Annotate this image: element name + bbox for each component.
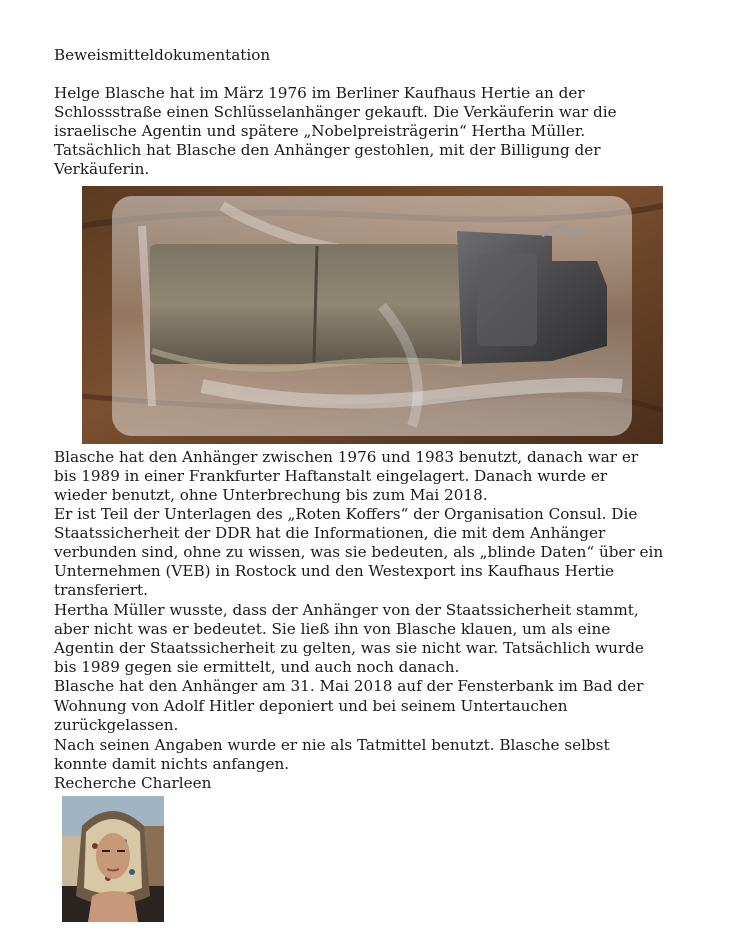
body-line: bis 1989 gegen sie ermittelt, und auch noch danach. — [54, 658, 460, 676]
intro-line: Tatsächlich hat Blasche den Anhänger gestohlen, mit der Billigung der — [54, 141, 601, 159]
body-line: Unternehmen (VEB) in Rostock und den Westexport ins Kaufhaus Hertie — [54, 562, 615, 580]
intro-line: Verkäuferin. — [54, 160, 150, 178]
document-heading: Beweismitteldokumentation — [54, 46, 271, 64]
intro-line: Helge Blasche hat im März 1976 im Berliner Kaufhaus Hertie an der — [54, 84, 585, 102]
body-line: Blasche hat den Anhänger zwischen 1976 und 1983 benutzt, danach war er — [54, 448, 639, 466]
body-line: aber nicht was er bedeutet. Sie ließ ihn von Blasche klauen, um als eine — [54, 620, 611, 638]
body-line: Nach seinen Angaben wurde er nie als Tatmittel benutzt. Blasche selbst — [54, 736, 610, 754]
body-line: Wohnung von Adolf Hitler deponiert und bei seinem Untertauchen — [54, 697, 568, 715]
intro-line: israelische Agentin und spätere „Nobelpreisträgerin“ Hertha Müller. — [54, 122, 586, 140]
body-line: Agentin der Staatssicherheit zu gelten, was sie nicht war. Tatsächlich wurde — [54, 639, 644, 657]
body-line: konnte damit nichts anfangen. — [54, 755, 290, 773]
body-line: Hertha Müller wusste, dass der Anhänger von der Staatssicherheit stammt, — [54, 601, 639, 619]
body-line: transferiert. — [54, 581, 148, 599]
portrait-photo — [62, 796, 164, 922]
body-line: zurückgelassen. — [54, 716, 179, 734]
body-line: Blasche hat den Anhänger am 31. Mai 2018 auf der Fensterbank im Bad der — [54, 677, 644, 695]
body-line: Staatssicherheit der DDR hat die Informationen, die mit dem Anhänger — [54, 524, 606, 542]
keychain-photo — [82, 186, 663, 444]
body-line: bis 1989 in einer Frankfurter Haftanstalt eingelagert. Danach wurde er — [54, 467, 608, 485]
body-line: verbunden sind, ohne zu wissen, was sie bedeuten, als „blinde Daten“ über ein — [54, 543, 664, 561]
intro-line: Schlossstraße einen Schlüsselanhänger gekauft. Die Verkäuferin war die — [54, 103, 617, 121]
body-line: Er ist Teil der Unterlagen des „Roten Koffers“ der Organisation Consul. Die — [54, 505, 638, 523]
signature-line: Recherche Charleen — [54, 774, 212, 792]
body-line: wieder benutzt, ohne Unterbrechung bis zum Mai 2018. — [54, 486, 488, 504]
